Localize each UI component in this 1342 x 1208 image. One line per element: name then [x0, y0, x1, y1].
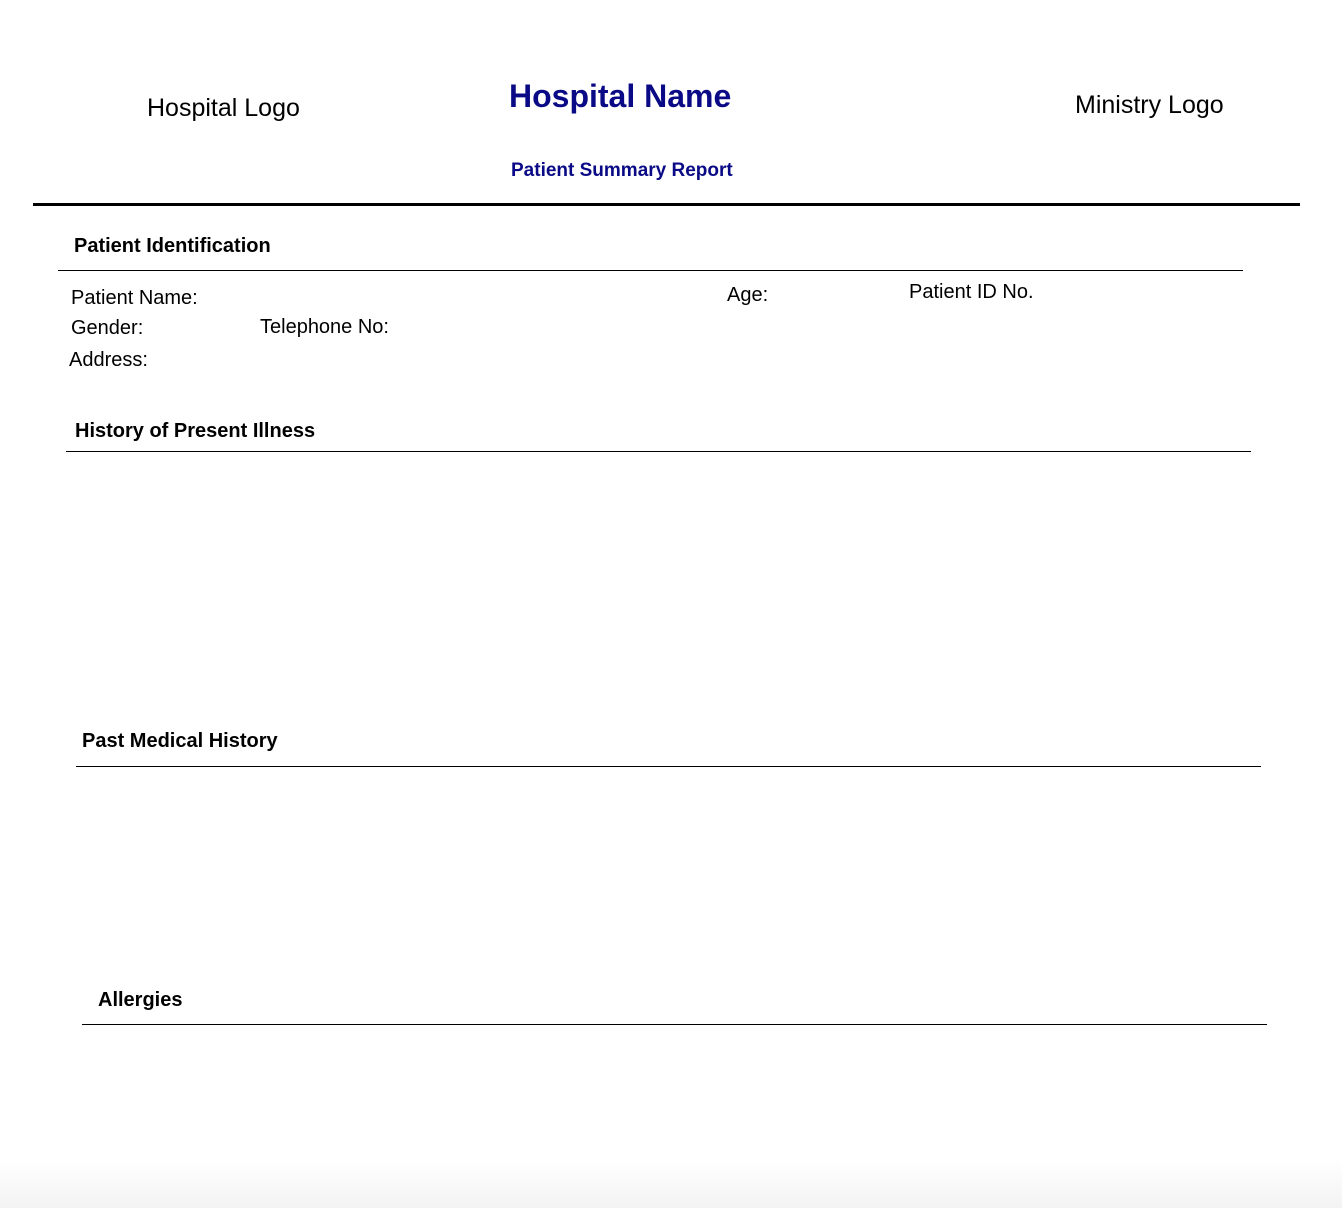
ministry-logo-placeholder: Ministry Logo: [1075, 91, 1224, 119]
section-divider-past-medical-history: [76, 766, 1261, 767]
hospital-logo-placeholder: Hospital Logo: [147, 94, 300, 122]
field-label-telephone: Telephone No:: [260, 316, 389, 338]
section-divider-history-present-illness: [66, 451, 1251, 452]
field-label-patient-name: Patient Name:: [71, 287, 198, 309]
section-heading-history-present-illness: History of Present Illness: [75, 420, 316, 442]
field-label-gender: Gender:: [71, 317, 144, 339]
section-heading-patient-identification: Patient Identification: [74, 235, 271, 257]
field-label-age: Age:: [727, 284, 769, 306]
section-heading-past-medical-history: Past Medical History: [82, 730, 278, 752]
field-label-patient-id: Patient ID No.: [909, 281, 1034, 303]
header-divider: [33, 203, 1300, 206]
section-divider-patient-identification: [58, 270, 1243, 271]
section-divider-allergies: [82, 1024, 1267, 1025]
section-heading-allergies: Allergies: [98, 989, 183, 1011]
field-label-address: Address:: [69, 349, 148, 371]
page-bottom-shadow: [0, 1160, 1342, 1208]
hospital-name: Hospital Name: [509, 78, 732, 114]
report-title: Patient Summary Report: [511, 160, 733, 181]
